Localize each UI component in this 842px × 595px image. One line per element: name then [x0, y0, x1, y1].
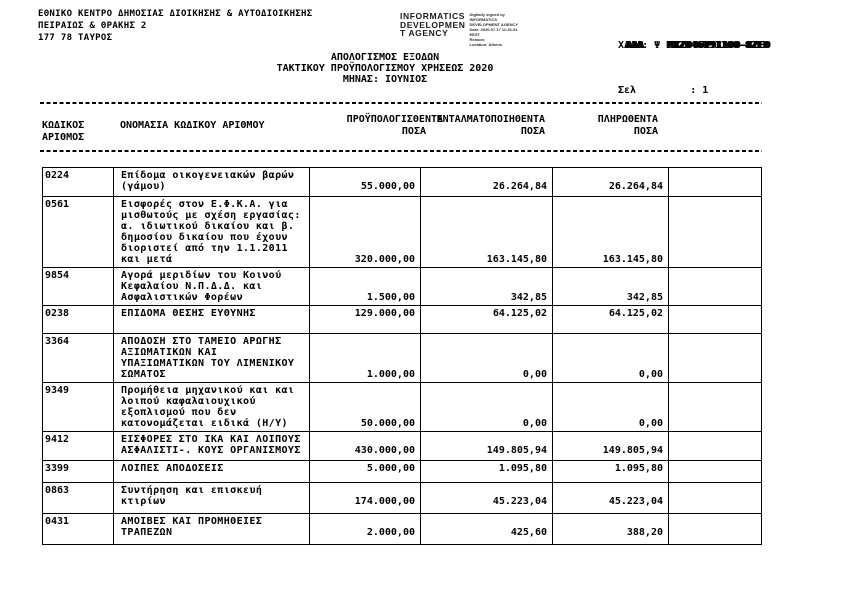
table-row: [42, 267, 762, 306]
sender-line: ΠΕΙΡΑΙΩΣ & ΘΡΑΚΗΣ 2: [38, 21, 147, 31]
header-paid-label: ΠΛΗΡΩΘΕΝΤΑ: [597, 114, 658, 125]
row-budgeted-amount: 1.500,00: [310, 268, 421, 305]
signature-detail-line: Reason:: [469, 37, 486, 42]
row-code: 3399: [43, 461, 114, 482]
dashed-separator-bottom: [40, 150, 762, 152]
row-description: ΛΟΙΠΕΣ ΑΠΟΔΟΣΕΙΣ: [114, 461, 310, 482]
row-paid-amount: 45.223,04: [553, 483, 669, 513]
ada-prefix: Χ: [618, 40, 625, 51]
row-empty-cell: [669, 514, 763, 544]
row-budgeted-amount: 55.000,00: [310, 168, 421, 196]
row-code: 9412: [43, 432, 114, 460]
signature-agency-line: T AGENCY: [400, 28, 449, 38]
header-paid-posa: ΠΟΣΑ: [633, 126, 658, 137]
table-row: [42, 382, 762, 432]
row-code: 0224: [43, 168, 114, 196]
report-title: ΑΠΟΛΟΓΙΣΜΟΣ ΕΞΟΔΩΝ: [330, 52, 440, 63]
row-code: 9349: [43, 383, 114, 431]
header-name: ΟΝΟΜΑΣΙΑ ΚΩΔΙΚΟΥ ΑΡΙΘΜΟΥ: [120, 120, 265, 131]
signature-detail-line: Digitally signed by: [469, 12, 505, 17]
table-row: [42, 482, 762, 514]
row-description: Επίδομα οικογενειακών βαρών (γάμου): [114, 168, 310, 196]
table-row: [42, 460, 762, 483]
row-empty-cell: [669, 168, 763, 196]
row-code: 3364: [43, 334, 114, 382]
row-empty-cell: [669, 197, 763, 267]
signature-detail-line: INFORMATICS: [469, 17, 497, 22]
header-code-line: ΚΩΔΙΚΟΣ: [42, 120, 85, 131]
row-paid-amount: 0,00: [553, 334, 669, 382]
row-paid-amount: 26.264,84: [553, 168, 669, 196]
signature-agency-line: INFORMATICS: [400, 11, 465, 21]
row-description: ΑΠΟΔΟΣΗ ΣΤΟ ΤΑΜΕΙΟ ΑΡΩΓΗΣ ΑΞΙΩΜΑΤΙΚΩΝ ΚΑΙ ΥΠΑΞΙΩΜΑΤΙΚΩΝ ΤΟΥ ΛΙΜΕΝΙΚΟΥ ΣΩΜΑΤΟΣ: [114, 334, 310, 382]
row-code: 0431: [43, 514, 114, 544]
budget-table: [42, 168, 762, 545]
row-paid-amount: 0,00: [553, 383, 669, 431]
signature-detail-line: DEVELOPMENT AGENCY: [469, 22, 519, 27]
row-empty-cell: [669, 268, 763, 305]
table-row: [42, 431, 762, 461]
header-code: [42, 120, 84, 144]
row-ordered-amount: 64.125,02: [421, 306, 553, 333]
table-row: [42, 513, 762, 545]
table-row: [42, 305, 762, 334]
row-empty-cell: [669, 306, 763, 333]
row-ordered-amount: 149.805,94: [421, 432, 553, 460]
ada-label: ΑΔΑ ΑΔΑ ΑΔΑ: [624, 38, 642, 53]
row-ordered-amount: 0,00: [421, 383, 553, 431]
header-budgeted-posa: ΠΟΣΑ: [401, 126, 426, 137]
table-row: [42, 196, 762, 268]
row-code: 0561: [43, 197, 114, 267]
report-subtitle: ΤΑΚΤΙΚΟΥ ΠΡΟΫΠΟΛΟΓΙΣΜΟΥ ΧΡΗΣΕΩΣ 2020: [276, 63, 494, 74]
row-ordered-amount: 45.223,04: [421, 483, 553, 513]
row-description: ΕΙΣΦΟΡΕΣ ΣΤΟ ΙΚΑ ΚΑΙ ΛΟΙΠΟΥΣ ΑΣΦΑΛΙΣΤΙ-. ΚΟΥΣ ΟΡΓΑΝΙΣΜΟΥΣ: [114, 432, 310, 460]
page-number-line: Σελ : 1: [618, 85, 709, 96]
header-ordered-posa: ΠΟΣΑ: [520, 126, 545, 137]
table-row: [42, 167, 762, 197]
row-budgeted-amount: 129.000,00: [310, 306, 421, 333]
row-empty-cell: [669, 334, 763, 382]
ada-code: ΜΧΖ046Ψ91100-8ΖΕ0 ΜΧΖ046Ψ91100-8ΖΕ0 ΜΧΖ046Ψ91100-8ΖΕ0: [666, 38, 768, 53]
row-code: 9854: [43, 268, 114, 305]
row-code: 0863: [43, 483, 114, 513]
row-ordered-amount: 1.095,80: [421, 461, 553, 482]
row-budgeted-amount: 5.000,00: [310, 461, 421, 482]
signature-detail-line: EEST: [469, 32, 480, 37]
row-empty-cell: [669, 483, 763, 513]
row-paid-amount: 388,20: [553, 514, 669, 544]
signature-agency-line: DEVELOPMEN: [400, 19, 466, 30]
row-description: Αγορά μεριδίων του Κοινού Κεφαλαίου Ν.Π.Δ.Δ. και Ασφαλιστικών Φορέων: [114, 268, 310, 305]
row-description: Συντήρηση και επισκευή κτιρίων: [114, 483, 310, 513]
row-ordered-amount: 342,85: [421, 268, 553, 305]
row-paid-amount: 163.145,80: [553, 197, 669, 267]
row-description: Προμήθεια μηχανικού και και λοιπού καφαλαιουχικού εξοπλισμού που δεν κατονομάζεται ειδικά (Η/Υ): [114, 383, 310, 431]
row-paid-amount: 149.805,94: [553, 432, 669, 460]
header-code-line: ΑΡΙΘΜΟΣ: [42, 132, 85, 143]
dashed-separator-top: [40, 102, 762, 104]
sender-address-block: [38, 8, 313, 44]
signature-detail-line: Location: Athens: [469, 42, 503, 47]
table-row: [42, 333, 762, 383]
table-header-row: [0, 112, 842, 148]
row-budgeted-amount: 174.000,00: [310, 483, 421, 513]
header-budgeted-label: ΠΡΟΫΠΟΛΟΓΙΣΘΕΝΤΑ: [346, 114, 443, 125]
row-budgeted-amount: 430.000,00: [310, 432, 421, 460]
row-empty-cell: [669, 432, 763, 460]
row-description: ΕΠΙΔΟΜΑ ΘΕΣΗΣ ΕΥΘΥΝΗΣ: [114, 306, 310, 333]
signature-agency-name: [400, 12, 466, 47]
row-ordered-amount: 163.145,80: [421, 197, 553, 267]
row-code: 0238: [43, 306, 114, 333]
row-description: ΑΜΟΙΒΕΣ ΚΑΙ ΠΡΟΜΗΘΕΙΕΣ ΤΡΑΠΕΖΩΝ: [114, 514, 310, 544]
row-paid-amount: 342,85: [553, 268, 669, 305]
sender-line: 177 78 ΤΑΥΡΟΣ: [38, 33, 113, 43]
ada-separator: :: [642, 40, 655, 51]
row-empty-cell: [669, 461, 763, 482]
report-month: ΜΗΝΑΣ: ΙΟΥΝΙΟΣ: [342, 74, 428, 85]
signature-details: [470, 12, 530, 47]
header-ordered-label: ΕΝΤΑΛΜΑΤΟΠΟΙΗΘΕΝΤΑ: [436, 114, 545, 125]
row-budgeted-amount: 320.000,00: [310, 197, 421, 267]
report-title-block: [185, 52, 585, 85]
row-budgeted-amount: 2.000,00: [310, 514, 421, 544]
ada-stamp-block: [618, 8, 769, 128]
ada-line: [618, 38, 769, 53]
row-ordered-amount: 425,60: [421, 514, 553, 544]
sender-line: ΕΘΝΙΚΟ ΚΕΝΤΡΟ ΔΗΜΟΣΙΑΣ ΔΙΟΙΚΗΣΗΣ & ΑΥΤΟΔΙΟΙΚΗΣΗΣ: [38, 9, 313, 19]
signature-detail-line: Date: 2020.07.17 11:26:31: [469, 27, 518, 32]
row-budgeted-amount: 50.000,00: [310, 383, 421, 431]
row-description: Εισφορές στον Ε.Φ.Κ.Α. για μισθωτούς με σχέση εργασίας: α. ιδιωτικού δικαίου και β. δημοσίου δικαίου που έχουν διοριστεί από την 1.1.2011 και μετά: [114, 197, 310, 267]
row-empty-cell: [669, 383, 763, 431]
row-ordered-amount: 0,00: [421, 334, 553, 382]
row-ordered-amount: 26.264,84: [421, 168, 553, 196]
digital-signature-block: [400, 12, 530, 47]
row-budgeted-amount: 1.000,00: [310, 334, 421, 382]
row-paid-amount: 1.095,80: [553, 461, 669, 482]
row-paid-amount: 64.125,02: [553, 306, 669, 333]
ada-psi: Ψ: [654, 40, 667, 51]
header-paid: [508, 114, 658, 138]
